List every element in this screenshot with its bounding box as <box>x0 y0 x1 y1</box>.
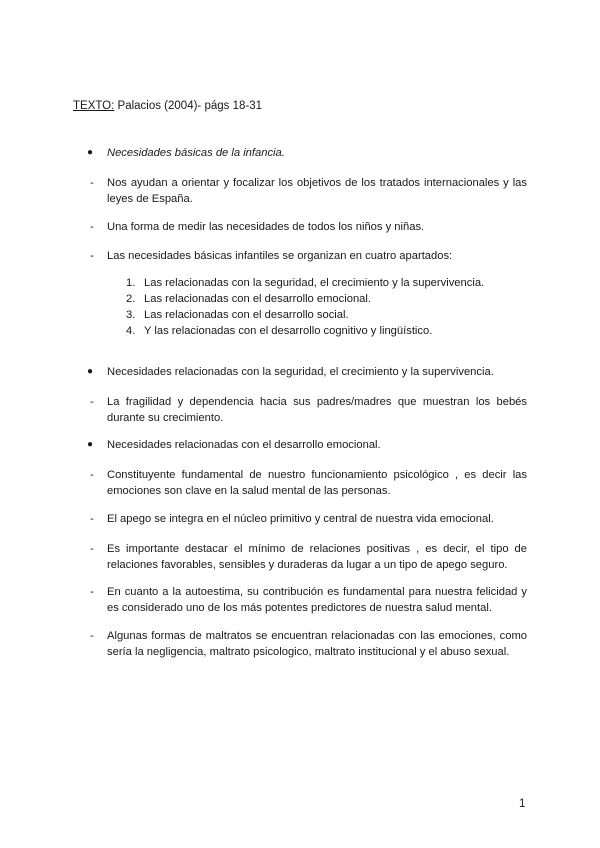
item-text: Las relacionadas con el desarrollo social. <box>144 309 349 321</box>
section-heading-emotional: ● Necesidades relacionadas con el desarrollo emocional. <box>87 439 381 451</box>
dash-marker: - <box>90 469 94 481</box>
list-item: - En cuanto a la autoestima, su contribución es fundamental para nuestra felicidad y es considerado uno de los más potentes predictores de nuestra salud mental. <box>90 586 527 614</box>
dash-marker: - <box>90 221 94 233</box>
list-item: - Algunas formas de maltratos se encuentran relacionadas con las emociones, como sería la negligencia, maltrato psicologico, maltrato institucional y el abuso sexual. <box>90 630 527 658</box>
list-item: - El apego se integra en el núcleo primitivo y central de nuestra vida emocional. <box>90 513 494 525</box>
dash-marker: - <box>90 513 94 525</box>
document-title <box>73 98 262 114</box>
title-label: TEXTO: <box>73 100 115 112</box>
list-item: - Nos ayudan a orientar y focalizar los objetivos de los tratados internacionales y las leyes de España. <box>90 177 527 205</box>
bullet-marker: ● <box>87 147 94 158</box>
bullet-marker: ● <box>87 439 94 450</box>
item-number: 3. <box>126 309 136 321</box>
section-heading-basic-needs: ● Necesidades básicas de la infancia. <box>87 147 285 159</box>
item-text: Las relacionadas con la seguridad, el crecimiento y la supervivencia. <box>144 277 485 289</box>
dash-marker: - <box>90 630 94 642</box>
dash-marker: - <box>90 250 94 262</box>
title-citation: Palacios (2004)- págs 18-31 <box>114 100 262 112</box>
list-item: - La fragilidad y dependencia hacia sus padres/madres que muestran los bebés durante su crecimiento. <box>90 396 527 424</box>
bullet-marker: ● <box>87 366 94 377</box>
section-heading-safety-growth: ● Necesidades relacionadas con la seguridad, el crecimiento y la supervivencia. <box>87 366 494 378</box>
dash-marker: - <box>90 543 94 555</box>
dash-marker: - <box>90 396 94 408</box>
list-item: - Es importante destacar el mínimo de relaciones positivas , es decir, el tipo de relaciones favorables, sensibles y duraderas da lugar a un tipo de apego seguro. <box>90 543 527 571</box>
dash-marker: - <box>90 177 94 189</box>
page-number: 1 <box>519 798 526 810</box>
item-text: Y las relacionadas con el desarrollo cognitivo y lingüístico. <box>144 325 433 337</box>
item-number: 1. <box>126 277 136 289</box>
item-text: Las relacionadas con el desarrollo emocional. <box>144 293 371 305</box>
item-number: 4. <box>126 325 136 337</box>
list-item: - Constituyente fundamental de nuestro funcionamiento psicológico , es decir las emociones son clave en la salud mental de las personas. <box>90 469 527 497</box>
list-item: - Una forma de medir las necesidades de todos los niños y niñas. <box>90 221 425 233</box>
dash-marker: - <box>90 586 94 598</box>
list-item: - Las necesidades básicas infantiles se organizan en cuatro apartados: <box>90 250 453 262</box>
item-number: 2. <box>126 293 136 305</box>
